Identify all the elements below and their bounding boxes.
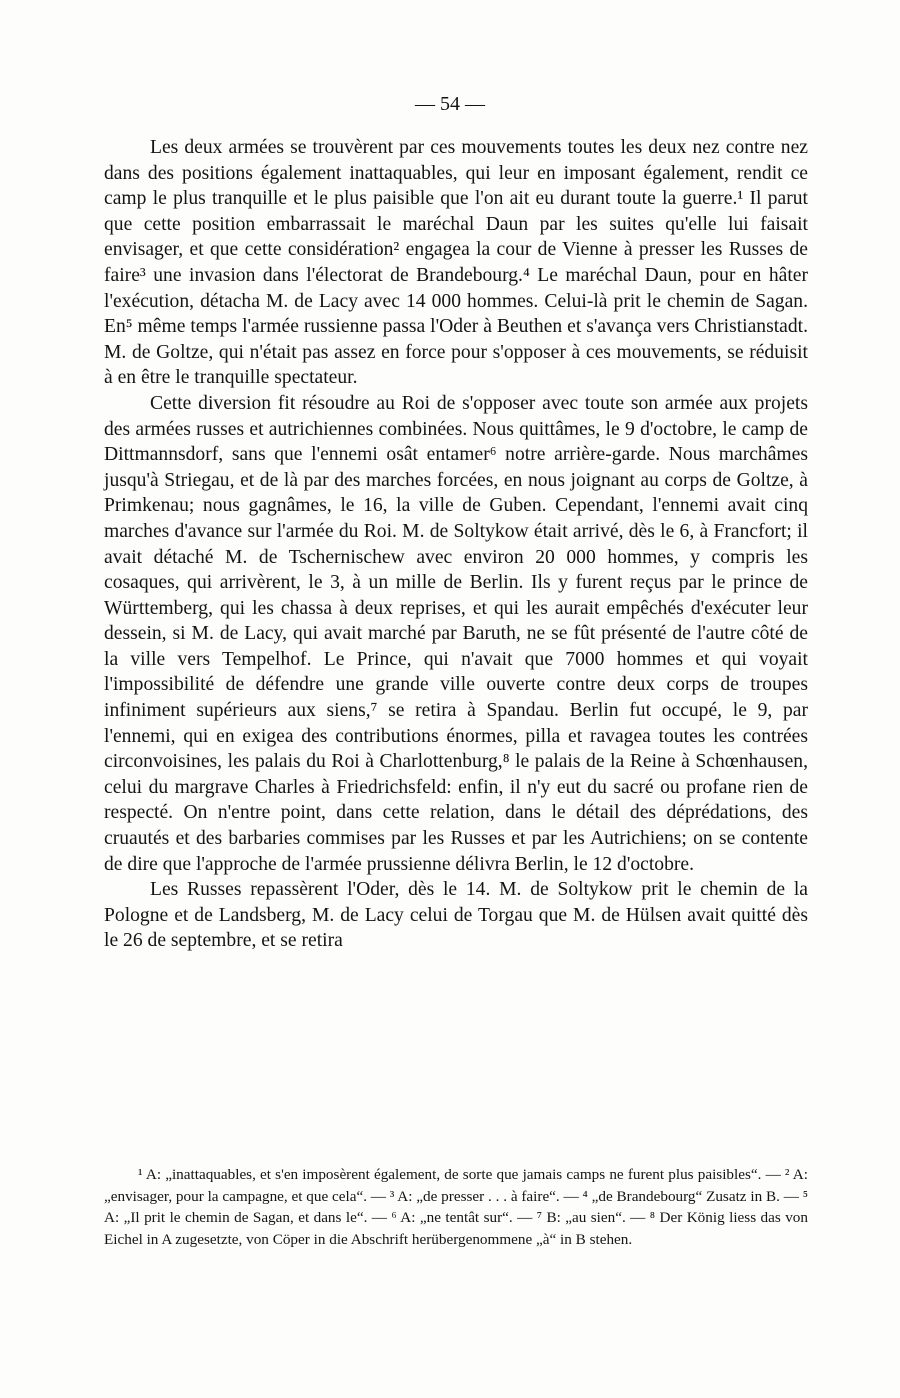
main-text [104, 135, 808, 954]
page-number: — 54 — [415, 93, 485, 115]
paragraph: Cette diversion fit résoudre au Roi de s'opposer avec toute son armée aux projets des armées russes et autrichiennes combinées. Nous quittâmes, le 9 d'octobre, le camp de Dittmannsdorf, sans que l'ennemi osât entamer⁶ notre arrière-garde. Nous marchâmes jusqu'à Striegau, et de là par des marches forcées, en nous joignant au corps de Goltze, à Primkenau; nous gagnâmes, le 16, la ville de Guben. Cependant, l'ennemi avait cinq marches d'avance sur l'armée du Roi. M. de Soltykow était arrivé, dès le 6, à Francfort; il avait détaché M. de Tschernischew avec environ 20 000 hommes, y compris les cosaques, qui arrivèrent, le 3, à un mille de Berlin. Ils y furent reçus par le prince de Württemberg, qui les chassa à deux reprises, et qui les aurait empêchés d'exécuter leur dessein, si M. de Lacy, qui avait marché par Baruth, ne se fût présenté de l'autre côté de la ville vers Tempelhof. Le Prince, qui n'avait que 7000 hommes et qui voyait l'impossibilité de défendre une grande ville ouverte contre deux corps de troupes infiniment supérieurs aux siens,⁷ se retira à Spandau. Berlin fut occupé, le 9, par l'ennemi, qui en exigea des contributions énormes, pilla et ravagea toutes les contrées circonvoisines, les palais du Roi à Charlottenburg,⁸ le palais de la Reine à Schœnhausen, celui du margrave Charles à Friedrichsfeld: enfin, il n'y eut du sacré ou profane rien de respecté. On n'entre point, dans cette relation, dans le détail des déprédations, des cruautés et des barbaries commises par les Russes et par les Autrichiens; on se contente de dire que l'approche de l'armée prussienne délivra Berlin, le 12 d'octobre. [104, 392, 808, 875]
footnotes [104, 1164, 808, 1250]
footnote-text: ¹ A: „inattaquables, et s'en imposèrent également, de sorte que jamais camps ne furent plus paisibles“. — ² A: „envisager, pour la campagne, et que cela“. — ³ A: „de presser . . . à faire“. — ⁴ „de Brandebourg“ Zusatz in B. — ⁵ A: „Il prit le chemin de Sagan, et dans le“. — ⁶ A: „ne tentât sur“. — ⁷ B: „au sien“. — ⁸ Der König liess das von Eichel in A zugesetzte, von Cöper in die Abschrift herübergenommene „à“ in B stehen. [104, 1166, 808, 1248]
paragraph: Les Russes repassèrent l'Oder, dès le 14. M. de Soltykow prit le chemin de la Pologne et de Landsberg, M. de Lacy celui de Torgau que M. de Hülsen avait quitté dès le 26 de septembre, et se retira [104, 879, 808, 952]
paragraph: Les deux armées se trouvèrent par ces mouvements toutes les deux nez contre nez dans des positions également inattaquables, qui leur en imposant également, rendit ce camp le plus tranquille et le plus paisible que l'on ait eu durant toute la guerre.¹ Il parut que cette position embarrassait le maréchal Daun par les suites qu'elle lui faisait envisager, et que cette considération² engagea la cour de Vienne à presser les Russes de faire³ une invasion dans l'électorat de Brandebourg.⁴ Le maréchal Daun, pour en hâter l'exécution, détacha M. de Lacy avec 14 000 hommes. Celui-là prit le chemin de Sagan. En⁵ même temps l'armée russienne passa l'Oder à Beuthen et s'avança vers Christianstadt. M. de Goltze, qui n'était pas assez en force pour s'opposer à ces mouvements, se réduisit à en être le tranquille spectateur. [104, 137, 808, 389]
